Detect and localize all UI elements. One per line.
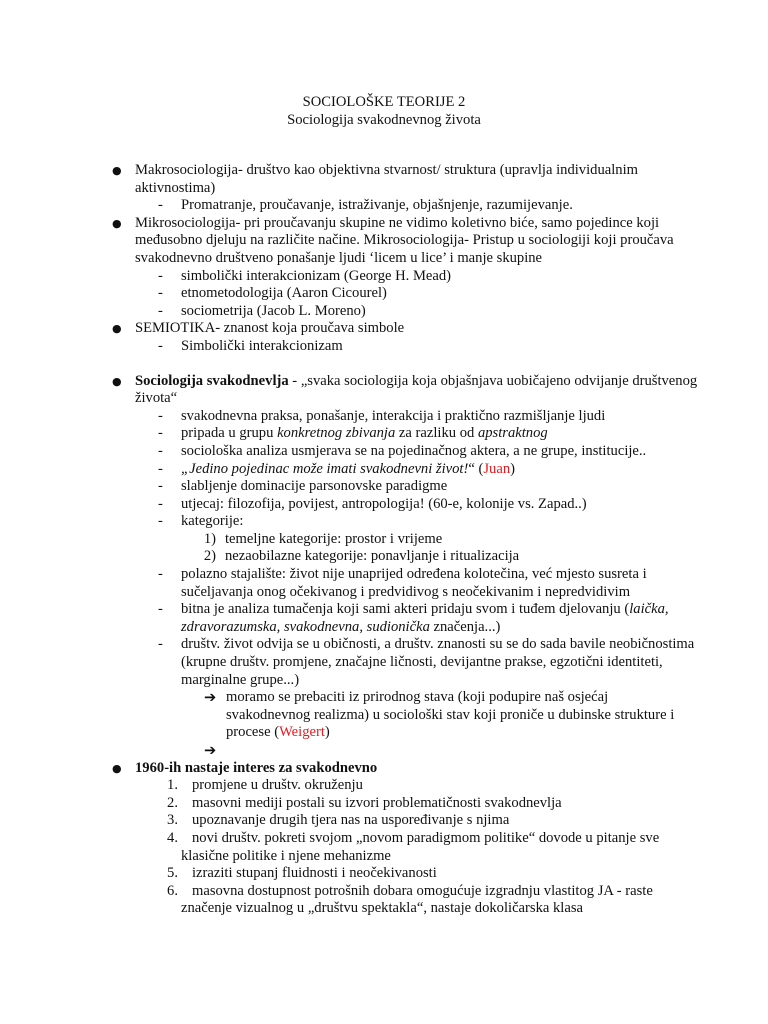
text-line: klasične politike i njene mehanizme	[181, 847, 391, 864]
text-span: )	[324, 724, 330, 741]
dash-marker: -	[158, 566, 163, 583]
dash-text: polazno stajalište: život nije unaprijed određena kolotečina, već mjesto susreta i sučeljavanja onog očekivanog i predvidivog s neočekivanim i nepredvidivim	[181, 566, 647, 600]
dash-item	[0, 443, 768, 461]
dash-marker: -	[158, 601, 163, 618]
dash-item	[0, 566, 768, 601]
document-body	[0, 162, 768, 918]
bullet-text: SEMIOTIKA- znanost koja proučava simbole	[135, 320, 405, 337]
red-citation: Weigert	[279, 724, 325, 741]
dash-marker: -	[158, 460, 163, 477]
bullet-text: Makrosociologija- društvo kao objektivna stvarnost/ struktura (upravlja individualnim aktivnostima)	[135, 162, 638, 196]
dash-item	[0, 496, 768, 514]
arrow-text	[226, 742, 696, 760]
italic-span: laička, zdravorazumska, svakodnevna, sudionička	[181, 601, 669, 635]
dash-item	[0, 197, 768, 215]
dash-text: sociometrija (Jacob L. Moreno)	[181, 302, 366, 319]
dash-marker: -	[158, 495, 163, 512]
dash-item	[0, 636, 768, 689]
dash-text: društv. život odvija se u običnosti, a društv. znanosti su se do sada bavile neobičnostima (krupne društv. promjene, značajne ličnosti, devijantne prakse, egzotični identiteti, marginalne grupe...)	[181, 636, 695, 688]
dash-text: slabljenje dominacije parsonovske paradigme	[181, 478, 448, 495]
numbered-text	[181, 795, 713, 813]
numbered-item	[0, 812, 768, 830]
dash-marker: -	[158, 302, 163, 319]
bold-heading: Sociologija svakodnevlja	[135, 372, 289, 389]
numbered-item	[0, 883, 768, 918]
arrow-icon: ➔	[204, 689, 217, 707]
text-line: promjene u društv. okruženju	[192, 777, 363, 794]
number-marker: 2)	[203, 548, 216, 565]
number-marker: 1.	[167, 777, 178, 794]
document-subtitle: Sociologija svakodnevnog života	[287, 112, 481, 128]
text-span: pripada u grupu	[181, 425, 278, 442]
dash-marker: -	[158, 197, 163, 214]
text-span: “ (	[468, 460, 484, 477]
dash-text: simbolički interakcionizam (George H. Mead)	[181, 267, 452, 284]
numbered-item	[0, 777, 768, 795]
text-line: masovni mediji postali su izvori problematičnosti svakodnevlja	[192, 794, 562, 811]
text-span: značenja...)	[429, 618, 501, 635]
text-line: novi društv. pokreti svojom „novom paradigmom politike“ dovode u pitanje sve	[192, 829, 660, 846]
dash-text: etnometodologija (Aaron Cicourel)	[181, 285, 387, 302]
number-marker: 5.	[167, 865, 178, 882]
dash-marker: -	[158, 337, 163, 354]
dash-item	[0, 601, 768, 636]
text-span: bitna je analiza tumačenja koji sami akteri pridaju svom i tuđem djelovanju (	[181, 601, 630, 618]
dash-text	[181, 461, 713, 479]
arrow-item	[0, 689, 768, 742]
dash-marker: -	[158, 407, 163, 424]
bullet-item	[0, 215, 768, 268]
numbered-subitem	[0, 548, 768, 566]
bold-heading: 1960-ih nastaje interes za svakodnevno	[135, 759, 378, 776]
heading-rest: - „svaka sociologija koja objašnjava uobičajeno odvijanje društvenog života“	[135, 372, 698, 407]
dash-text: sociološka analiza usmjerava se na pojedinačnog aktera, a ne grupe, institucije..	[181, 442, 647, 459]
dash-item	[0, 338, 768, 356]
dash-item	[0, 285, 768, 303]
dash-text: Promatranje, proučavanje, istraživanje, objašnjenje, razumijevanje.	[181, 197, 573, 214]
text-line: masovna dostupnost potrošnih dobara omogućuje izgradnju vlastitog JA - raste	[192, 882, 653, 899]
arrow-text	[226, 689, 696, 742]
numbered-item	[0, 865, 768, 883]
numbered-text	[181, 865, 713, 883]
numbered-text	[181, 883, 713, 918]
bullet-marker: ●	[112, 322, 122, 336]
dash-item	[0, 425, 768, 443]
dash-marker: -	[158, 425, 163, 442]
numbered-item	[0, 830, 768, 865]
bullet-text	[135, 760, 713, 778]
bullet-marker: ●	[112, 761, 122, 775]
dash-marker: -	[158, 285, 163, 302]
dash-item	[0, 478, 768, 496]
italic-span: apstraktnog	[477, 425, 548, 442]
text-line: izraziti stupanj fluidnosti i neočekivanosti	[192, 865, 437, 882]
arrow-icon: ➔	[204, 742, 217, 759]
dash-item	[0, 513, 768, 531]
dash-item	[0, 461, 768, 479]
bullet-item	[0, 760, 768, 778]
bullet-text: Mikrosociologija- pri proučavanju skupine ne vidimo koletivno biće, samo pojedince koji međusobno djeluju na različite načine. Mikrosociologija- Pristup u sociologiji koji proučava svakodnevno društveno ponašanje ljudi ‘licem u lice’ i manje skupine	[135, 214, 674, 266]
dash-text	[181, 601, 713, 636]
numbered-item	[0, 795, 768, 813]
number-marker: 2.	[167, 794, 178, 811]
bullet-marker: ●	[112, 216, 122, 230]
dash-marker: -	[158, 442, 163, 459]
dash-text: kategorije:	[181, 513, 244, 530]
numbered-text	[181, 812, 713, 830]
dash-marker: -	[158, 513, 163, 530]
bullet-text	[135, 373, 713, 408]
bullet-item	[0, 373, 768, 408]
subitem-text: nezaobilazne kategorije: ponavljanje i ritualizacija	[225, 548, 520, 565]
arrow-item-empty	[0, 742, 768, 760]
dash-item	[0, 268, 768, 286]
numbered-text	[181, 777, 713, 795]
dash-marker: -	[158, 636, 163, 653]
number-marker: 1)	[203, 530, 216, 547]
subitem-text: temeljne kategorije: prostor i vrijeme	[225, 530, 443, 547]
number-marker: 4.	[167, 829, 178, 846]
dash-marker: -	[158, 267, 163, 284]
red-citation: Juan	[483, 460, 511, 477]
dash-item	[0, 303, 768, 321]
numbered-subitem	[0, 531, 768, 549]
text-line: upoznavanje drugih tjera nas na uspoređivanje s njima	[192, 812, 510, 829]
text-span: )	[510, 460, 515, 477]
bullet-marker: ●	[112, 164, 122, 177]
dash-text: svakodnevna praksa, ponašanje, interakcija i praktično razmišljanje ljudi	[181, 407, 606, 424]
italic-quote: „Jedino pojedinac može imati svakodnevni život!	[181, 460, 469, 477]
italic-span: konkretnog zbivanja	[277, 425, 396, 442]
dash-item	[0, 408, 768, 426]
bullet-item	[0, 162, 768, 197]
numbered-text	[181, 830, 713, 865]
dash-text: utjecaj: filozofija, povijest, antropologija! (60-e, kolonije vs. Zapad..)	[181, 495, 587, 512]
number-marker: 3.	[167, 812, 178, 829]
dash-text	[181, 425, 713, 443]
document-title: SOCIOLOŠKE TEORIJE 2	[302, 94, 466, 110]
dash-text: Simbolički interakcionizam	[181, 337, 343, 354]
bullet-marker: ●	[112, 374, 122, 388]
text-line: značenje vizualnog u „društvu spektakla“, nastaje dokoličarska klasa	[181, 900, 583, 917]
bullet-item	[0, 320, 768, 338]
text-span: za razliku od	[395, 425, 478, 442]
number-marker: 6.	[167, 882, 178, 899]
text-span: moramo se prebaciti iz prirodnog stava (koji podupire naš osjećaj svakodnevnog realizma) u sociološki stav koji proniče u dubinske strukture i procese (	[226, 689, 675, 741]
spacer	[0, 356, 768, 373]
dash-marker: -	[158, 478, 163, 495]
